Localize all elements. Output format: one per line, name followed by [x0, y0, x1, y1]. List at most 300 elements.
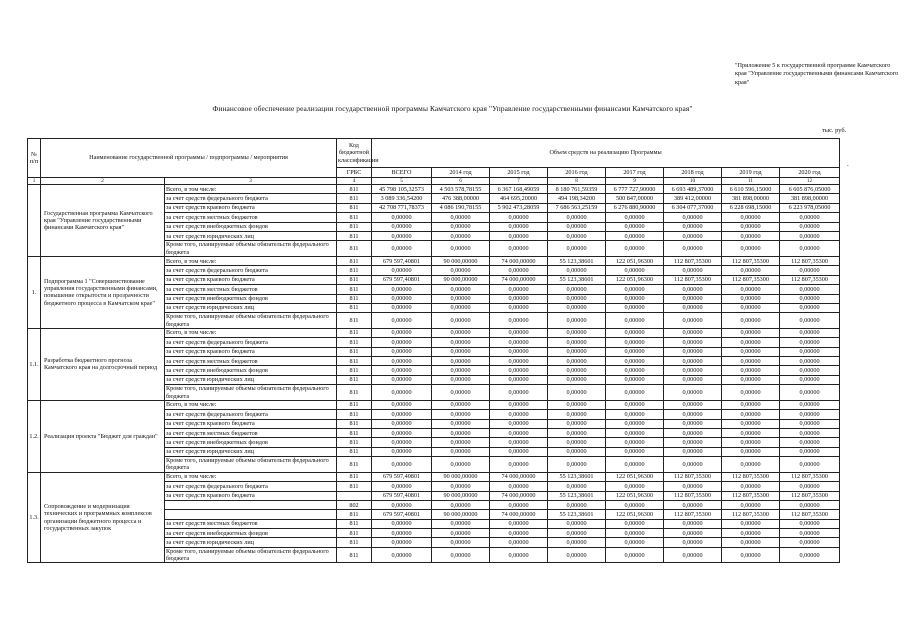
amount-cell: 0,00000 — [432, 438, 490, 447]
amount-cell: 0,00000 — [548, 400, 606, 409]
amount-cell: 112 807,35300 — [664, 510, 722, 519]
column-index: 10 — [664, 178, 722, 185]
table-row — [28, 256, 840, 265]
amount-cell: 0,00000 — [372, 347, 432, 356]
column-index: 3 — [165, 178, 337, 185]
amount-cell: 112 807,35300 — [780, 510, 840, 519]
amount-cell: 0,00000 — [432, 231, 490, 240]
amount-cell: 0,00000 — [372, 428, 432, 437]
grbs-code: 811 — [337, 194, 372, 203]
amount-cell: 0,00000 — [664, 519, 722, 528]
funding-source: за счет средств внебюджетных фондов — [165, 294, 337, 303]
amount-cell: 0,00000 — [606, 419, 664, 428]
amount-cell: 500 847,00000 — [606, 194, 664, 203]
header-year: 2014 год — [432, 168, 490, 178]
amount-cell: 0,00000 — [664, 213, 722, 222]
amount-cell: 0,00000 — [432, 285, 490, 294]
amount-cell: 0,00000 — [780, 438, 840, 447]
amount-cell: 6 777 727,90000 — [606, 185, 664, 194]
amount-cell: 0,00000 — [490, 375, 548, 384]
amount-cell: 0,00000 — [490, 500, 548, 509]
funding-source: Всего, в том числе: — [165, 256, 337, 265]
amount-cell: 0,00000 — [372, 266, 432, 275]
section-name: Подпрограмма 1 "Совершенствование управления государственными финансами, повышение открытости и прозрачности бюджетного процесса в Камчатском крае" — [41, 256, 165, 328]
amount-cell: 0,00000 — [548, 222, 606, 231]
amount-cell: 0,00000 — [606, 538, 664, 547]
amount-cell: 0,00000 — [490, 438, 548, 447]
amount-cell: 0,00000 — [490, 347, 548, 356]
amount-cell: 0,00000 — [606, 410, 664, 419]
amount-cell: 0,00000 — [490, 266, 548, 275]
column-index: 11 — [722, 178, 780, 185]
table-row — [28, 328, 840, 337]
amount-cell: 55 123,38601 — [548, 275, 606, 284]
amount-cell: 0,00000 — [432, 294, 490, 303]
amount-cell: 0,00000 — [432, 547, 490, 563]
amount-cell: 112 807,35300 — [722, 275, 780, 284]
amount-cell: 122 051,96300 — [606, 491, 664, 500]
amount-cell: 0,00000 — [722, 519, 780, 528]
funding-source: за счет средств федерального бюджета — [165, 194, 337, 203]
amount-cell: 0,00000 — [780, 213, 840, 222]
grbs-code: 811 — [337, 203, 372, 212]
amount-cell: 0,00000 — [372, 385, 432, 401]
funding-source: Кроме того, планируемые объемы обязательств федерального бюджета — [165, 241, 337, 257]
amount-cell: 0,00000 — [606, 222, 664, 231]
column-index: 5 — [372, 178, 432, 185]
amount-cell: 0,00000 — [606, 366, 664, 375]
grbs-code: 811 — [337, 347, 372, 356]
amount-cell: 0,00000 — [606, 266, 664, 275]
amount-cell: 0,00000 — [490, 419, 548, 428]
amount-cell: 0,00000 — [664, 375, 722, 384]
amount-cell: 0,00000 — [606, 519, 664, 528]
grbs-code: 811 — [337, 338, 372, 347]
grbs-code: 802 — [337, 500, 372, 509]
section-name: Государственная программа Камчатского края "Управление государственными финансами Камчатского края" — [41, 185, 165, 257]
amount-cell: 0,00000 — [780, 294, 840, 303]
grbs-code: 811 — [337, 385, 372, 401]
amount-cell: 0,00000 — [780, 529, 840, 538]
amount-cell: 0,00000 — [432, 357, 490, 366]
amount-cell: 0,00000 — [664, 447, 722, 456]
section-name: Разработка бюджетного прогноза Камчатского края на долгосрочный период — [41, 328, 165, 400]
section-number: 1.3. — [28, 472, 41, 563]
amount-cell: 0,00000 — [606, 213, 664, 222]
amount-cell: 0,00000 — [372, 338, 432, 347]
amount-cell: 679 597,40801 — [372, 491, 432, 500]
amount-cell: 0,00000 — [722, 222, 780, 231]
amount-cell: 5 902 473,28059 — [490, 203, 548, 212]
grbs-code: 811 — [337, 410, 372, 419]
amount-cell: 0,00000 — [664, 419, 722, 428]
funding-source: за счет средств федерального бюджета — [165, 266, 337, 275]
amount-cell: 0,00000 — [722, 529, 780, 538]
amount-cell: 0,00000 — [432, 313, 490, 329]
amount-cell: 0,00000 — [372, 410, 432, 419]
amount-cell: 0,00000 — [780, 347, 840, 356]
amount-cell: 0,00000 — [490, 285, 548, 294]
amount-cell: 0,00000 — [372, 457, 432, 473]
column-index: 9 — [606, 178, 664, 185]
section-number: 1.1. — [28, 328, 41, 400]
column-index: 6 — [432, 178, 490, 185]
amount-cell: 0,00000 — [490, 519, 548, 528]
funding-source: за счет средств внебюджетных фондов — [165, 366, 337, 375]
amount-cell: 679 597,40801 — [372, 275, 432, 284]
grbs-code: 811 — [337, 241, 372, 257]
funding-source: за счет средств юридических лиц — [165, 447, 337, 456]
amount-cell: 0,00000 — [372, 482, 432, 491]
grbs-code: 811 — [337, 447, 372, 456]
amount-cell: 0,00000 — [490, 547, 548, 563]
amount-cell: 0,00000 — [780, 285, 840, 294]
amount-cell: 0,00000 — [780, 538, 840, 547]
amount-cell: 0,00000 — [548, 313, 606, 329]
amount-cell: 0,00000 — [664, 428, 722, 437]
amount-cell: 55 123,38601 — [548, 510, 606, 519]
funding-source: за счет средств федерального бюджета — [165, 410, 337, 419]
amount-cell: 112 807,35300 — [722, 491, 780, 500]
funding-source — [165, 510, 337, 519]
amount-cell: 3 089 336,54200 — [372, 194, 432, 203]
grbs-code: 811 — [337, 285, 372, 294]
amount-cell: 0,00000 — [490, 428, 548, 437]
amount-cell: 0,00000 — [606, 357, 664, 366]
amount-cell: 0,00000 — [722, 410, 780, 419]
amount-cell: 0,00000 — [606, 338, 664, 347]
grbs-code: 811 — [337, 375, 372, 384]
funding-source: за счет средств краевого бюджета — [165, 419, 337, 428]
amount-cell: 0,00000 — [490, 447, 548, 456]
grbs-code: 811 — [337, 266, 372, 275]
amount-cell: 0,00000 — [722, 457, 780, 473]
amount-cell: 0,00000 — [372, 328, 432, 337]
grbs-code: 811 — [337, 482, 372, 491]
amount-cell: 0,00000 — [372, 213, 432, 222]
amount-cell: 6 223 978,05000 — [780, 203, 840, 212]
amount-cell: 0,00000 — [432, 366, 490, 375]
grbs-code: 811 — [337, 428, 372, 437]
header-volume: Объем средств на реализацию Программы — [372, 139, 840, 168]
section-number — [28, 185, 41, 257]
amount-cell: 0,00000 — [372, 447, 432, 456]
amount-cell: 0,00000 — [664, 231, 722, 240]
document-title: Финансовое обеспечение реализации государственной программы Камчатского края "Управление государственными финансами Камчатского края" — [212, 104, 693, 113]
amount-cell: 0,00000 — [548, 385, 606, 401]
amount-cell: 112 807,35300 — [722, 256, 780, 265]
amount-cell: 0,00000 — [372, 538, 432, 547]
amount-cell: 0,00000 — [372, 500, 432, 509]
table-row — [28, 472, 840, 481]
header-code: Код бюджетной классификации — [337, 139, 372, 168]
amount-cell: 0,00000 — [664, 338, 722, 347]
amount-cell: 55 123,38601 — [548, 491, 606, 500]
grbs-code: 811 — [337, 366, 372, 375]
amount-cell: 0,00000 — [780, 313, 840, 329]
grbs-code: 811 — [337, 303, 372, 312]
table-row — [28, 185, 840, 194]
amount-cell: 0,00000 — [664, 538, 722, 547]
amount-cell: 6 304 077,37000 — [664, 203, 722, 212]
section-name: Реализация проекта "Бюджет для граждан" — [41, 400, 165, 472]
amount-cell: 0,00000 — [548, 457, 606, 473]
amount-cell: 6 693 489,37000 — [664, 185, 722, 194]
amount-cell: 0,00000 — [722, 447, 780, 456]
amount-cell: 0,00000 — [664, 400, 722, 409]
amount-cell: 0,00000 — [606, 457, 664, 473]
amount-cell: 90 000,00000 — [432, 256, 490, 265]
grbs-code: 811 — [337, 213, 372, 222]
amount-cell: 0,00000 — [722, 375, 780, 384]
amount-cell: 90 000,00000 — [432, 472, 490, 481]
amount-cell: 112 807,35300 — [664, 275, 722, 284]
column-index: 1 — [28, 178, 41, 185]
amount-cell: 0,00000 — [490, 529, 548, 538]
amount-cell: 0,00000 — [606, 428, 664, 437]
funding-source: Всего, в том числе: — [165, 472, 337, 481]
amount-cell: 0,00000 — [490, 457, 548, 473]
amount-cell: 0,00000 — [722, 419, 780, 428]
funding-source — [165, 500, 337, 509]
amount-cell: 0,00000 — [780, 222, 840, 231]
amount-cell: 0,00000 — [432, 529, 490, 538]
amount-cell: 0,00000 — [490, 482, 548, 491]
amount-cell: 0,00000 — [664, 266, 722, 275]
amount-cell: 0,00000 — [606, 303, 664, 312]
amount-cell: 112 807,35300 — [780, 472, 840, 481]
header-total: ВСЕГО — [372, 168, 432, 178]
amount-cell: 0,00000 — [490, 357, 548, 366]
amount-cell: 0,00000 — [432, 482, 490, 491]
grbs-code: 811 — [337, 457, 372, 473]
amount-cell: 6 228 698,15000 — [722, 203, 780, 212]
amount-cell: 90 000,00000 — [432, 510, 490, 519]
column-index: 4 — [337, 178, 372, 185]
grbs-code: 811 — [337, 275, 372, 284]
amount-cell: 0,00000 — [722, 241, 780, 257]
amount-cell: 0,00000 — [664, 313, 722, 329]
amount-cell: 0,00000 — [664, 241, 722, 257]
amount-cell: 0,00000 — [780, 266, 840, 275]
amount-cell: 0,00000 — [780, 375, 840, 384]
amount-cell: 0,00000 — [432, 410, 490, 419]
amount-cell: 0,00000 — [490, 231, 548, 240]
amount-cell: 0,00000 — [490, 313, 548, 329]
grbs-code: 811 — [337, 529, 372, 538]
amount-cell: 0,00000 — [548, 294, 606, 303]
amount-cell: 0,00000 — [606, 385, 664, 401]
amount-cell: 8 180 761,59359 — [548, 185, 606, 194]
header-year: 2019 год — [722, 168, 780, 178]
amount-cell: 0,00000 — [606, 500, 664, 509]
amount-cell: 0,00000 — [780, 419, 840, 428]
header-year: 2020 год — [780, 168, 840, 178]
amount-cell: 0,00000 — [432, 303, 490, 312]
funding-source: за счет средств краевого бюджета — [165, 491, 337, 500]
amount-cell: 122 051,96300 — [606, 275, 664, 284]
amount-cell: 0,00000 — [722, 400, 780, 409]
financing-table — [27, 138, 840, 563]
amount-cell: 42 708 771,78373 — [372, 203, 432, 212]
amount-cell: 0,00000 — [780, 428, 840, 437]
amount-cell: 6 367 168,49059 — [490, 185, 548, 194]
amount-cell: 0,00000 — [372, 375, 432, 384]
amount-cell: 0,00000 — [722, 547, 780, 563]
amount-cell: 0,00000 — [780, 385, 840, 401]
amount-cell: 0,00000 — [606, 294, 664, 303]
amount-cell: 0,00000 — [722, 285, 780, 294]
amount-cell: 476 388,00000 — [432, 194, 490, 203]
funding-source: за счет средств внебюджетных фондов — [165, 529, 337, 538]
section-number: 1.2. — [28, 400, 41, 472]
amount-cell: 0,00000 — [490, 400, 548, 409]
amount-cell: 0,00000 — [780, 400, 840, 409]
grbs-code: 811 — [337, 328, 372, 337]
amount-cell: 0,00000 — [548, 303, 606, 312]
grbs-code: 811 — [337, 538, 372, 547]
amount-cell: 0,00000 — [432, 400, 490, 409]
amount-cell: 0,00000 — [432, 419, 490, 428]
amount-cell: 0,00000 — [490, 538, 548, 547]
amount-cell: 0,00000 — [548, 447, 606, 456]
amount-cell: 389 412,00000 — [664, 194, 722, 203]
amount-cell: 0,00000 — [548, 357, 606, 366]
amount-cell: 0,00000 — [722, 231, 780, 240]
amount-cell: 0,00000 — [490, 222, 548, 231]
amount-cell: 0,00000 — [490, 338, 548, 347]
amount-cell: 6 605 876,05000 — [780, 185, 840, 194]
amount-cell: 0,00000 — [780, 447, 840, 456]
funding-source: за счет средств юридических лиц — [165, 375, 337, 384]
amount-cell: 0,00000 — [490, 410, 548, 419]
amount-cell: 0,00000 — [780, 500, 840, 509]
amount-cell: 0,00000 — [490, 241, 548, 257]
grbs-code: 811 — [337, 547, 372, 563]
amount-cell: 0,00000 — [722, 313, 780, 329]
amount-cell: 0,00000 — [780, 303, 840, 312]
amount-cell: 0,00000 — [372, 438, 432, 447]
amount-cell: 679 597,40801 — [372, 256, 432, 265]
amount-cell: 55 123,38601 — [548, 472, 606, 481]
amount-cell: 0,00000 — [722, 385, 780, 401]
funding-source: за счет средств краевого бюджета — [165, 203, 337, 212]
funding-source: за счет средств местных бюджетов — [165, 519, 337, 528]
amount-cell: 0,00000 — [606, 529, 664, 538]
funding-source: за счет средств краевого бюджета — [165, 275, 337, 284]
section-name: Сопровождение и модернизация технических и программных комплексов организации бюджетного процесса и государственных закупок — [41, 472, 165, 563]
amount-cell: 0,00000 — [490, 328, 548, 337]
amount-cell: 90 000,00000 — [432, 275, 490, 284]
amount-cell: 0,00000 — [664, 303, 722, 312]
funding-source: за счет средств местных бюджетов — [165, 428, 337, 437]
amount-cell: 0,00000 — [664, 366, 722, 375]
amount-cell: 679 597,40801 — [372, 472, 432, 481]
header-year: 2015 год — [490, 168, 548, 178]
amount-cell: 0,00000 — [722, 438, 780, 447]
amount-cell: 74 000,00000 — [490, 275, 548, 284]
amount-cell: 0,00000 — [664, 410, 722, 419]
stray-mark: . — [847, 160, 849, 168]
amount-cell: 74 000,00000 — [490, 491, 548, 500]
column-index: 8 — [548, 178, 606, 185]
amount-cell: 0,00000 — [432, 338, 490, 347]
amount-cell: 0,00000 — [548, 347, 606, 356]
grbs-code: 811 — [337, 294, 372, 303]
amount-cell: 0,00000 — [548, 547, 606, 563]
grbs-code: 811 — [337, 185, 372, 194]
amount-cell: 55 123,38601 — [548, 256, 606, 265]
funding-source: Всего, в том числе: — [165, 185, 337, 194]
table-header — [28, 139, 840, 185]
amount-cell: 0,00000 — [548, 419, 606, 428]
amount-cell: 0,00000 — [606, 438, 664, 447]
amount-cell: 0,00000 — [548, 366, 606, 375]
grbs-code: 811 — [337, 231, 372, 240]
amount-cell: 0,00000 — [432, 328, 490, 337]
funding-source: Кроме того, планируемые объемы обязательств федерального бюджета — [165, 457, 337, 473]
amount-cell: 381 898,00000 — [722, 194, 780, 203]
amount-cell: 0,00000 — [432, 457, 490, 473]
amount-cell: 0,00000 — [780, 241, 840, 257]
grbs-code — [337, 491, 372, 500]
header-year: 2018 год — [664, 168, 722, 178]
amount-cell: 0,00000 — [548, 410, 606, 419]
amount-cell: 7 686 563,25159 — [548, 203, 606, 212]
amount-cell: 0,00000 — [372, 400, 432, 409]
grbs-code: 811 — [337, 357, 372, 366]
amount-cell: 0,00000 — [606, 400, 664, 409]
grbs-code: 811 — [337, 438, 372, 447]
amount-cell: 0,00000 — [548, 213, 606, 222]
amount-cell: 0,00000 — [372, 357, 432, 366]
amount-cell: 0,00000 — [606, 313, 664, 329]
amount-cell: 0,00000 — [548, 338, 606, 347]
amount-cell: 0,00000 — [490, 385, 548, 401]
amount-cell: 0,00000 — [432, 347, 490, 356]
amount-cell: 0,00000 — [780, 328, 840, 337]
grbs-code: 811 — [337, 222, 372, 231]
amount-cell: 0,00000 — [780, 547, 840, 563]
funding-source: Кроме того, планируемые объемы обязательств федерального бюджета — [165, 385, 337, 401]
amount-cell: 0,00000 — [722, 482, 780, 491]
amount-cell: 679 597,40801 — [372, 510, 432, 519]
amount-cell: 0,00000 — [372, 241, 432, 257]
amount-cell: 0,00000 — [490, 294, 548, 303]
column-index-row — [28, 178, 840, 185]
funding-source: за счет средств местных бюджетов — [165, 285, 337, 294]
amount-cell: 0,00000 — [548, 375, 606, 384]
amount-cell: 112 807,35300 — [780, 256, 840, 265]
amount-cell: 0,00000 — [722, 500, 780, 509]
amount-cell: 112 807,35300 — [780, 275, 840, 284]
amount-cell: 122 051,96300 — [606, 510, 664, 519]
header-no: № п/п — [28, 139, 41, 178]
header-year: 2016 год — [548, 168, 606, 178]
amount-cell: 0,00000 — [548, 500, 606, 509]
funding-source: Всего, в том числе: — [165, 328, 337, 337]
amount-cell: 0,00000 — [432, 241, 490, 257]
amount-cell: 0,00000 — [722, 328, 780, 337]
amount-cell: 464 695,20000 — [490, 194, 548, 203]
amount-cell: 122 051,96300 — [606, 256, 664, 265]
amount-cell: 0,00000 — [722, 538, 780, 547]
header-year: 2017 год — [606, 168, 664, 178]
grbs-code: 811 — [337, 313, 372, 329]
amount-cell: 0,00000 — [432, 266, 490, 275]
amount-cell: 0,00000 — [664, 385, 722, 401]
amount-cell: 6 610 596,15000 — [722, 185, 780, 194]
